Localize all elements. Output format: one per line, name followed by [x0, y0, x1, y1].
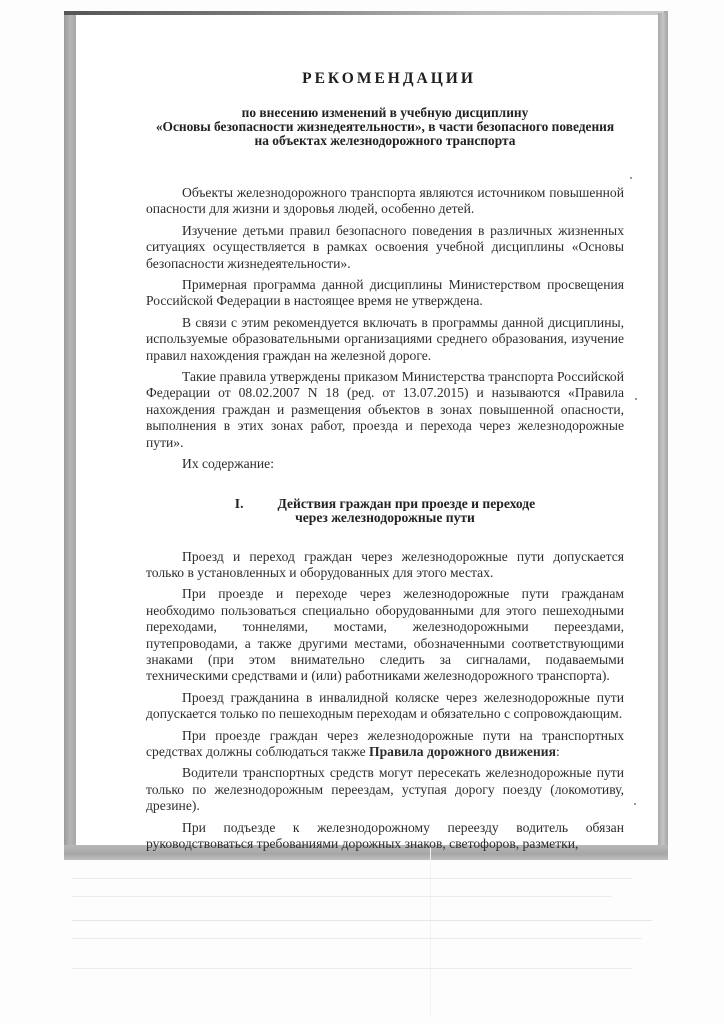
paragraph: Их содержание:	[182, 456, 274, 472]
traffic-rules-paragraph	[146, 728, 624, 761]
paragraph: Изучение детьми правил безопасного поведения в различных жизненных ситуациях осуществляется в рамках освоения учебной дисциплины «Основы безопасности жизнедеятельности».	[146, 222, 624, 271]
section-number: I.	[234, 495, 244, 511]
paragraph: При проезде и переходе через железнодорожные пути гражданам необходимо пользоваться специально оборудованными для этого пешеходными переходами, тоннелями, мостами, железнодорожными переездами, путепроводами, а также другими местами, обозначенными соответствующими знаками (при этом внимательно следить за сигналами, подаваемыми техническими средствами и (или) работниками железнодорожного транспорта).	[146, 586, 624, 684]
scan-speck	[634, 803, 636, 805]
section-heading-line: Действия граждан при проезде и переходе	[277, 495, 536, 511]
document-title: РЕКОМЕНДАЦИИ	[302, 70, 476, 87]
paragraph: Объекты железнодорожного транспорта являются источником повышенной опасности для жизни и здоровья людей, особенно детей.	[146, 185, 624, 217]
scan-speck	[635, 398, 637, 400]
document-content	[146, 70, 624, 857]
paragraph-text: При проезде граждан через железнодорожные пути на транспортных средствах должны соблюдаться также	[146, 727, 624, 759]
paragraph: Примерная программа данной дисциплины Министерством просвещения Российской Федерации в настоящее время не утверждена.	[146, 277, 624, 309]
paragraph: При подъезде к железнодорожному переезду водитель обязан руководствоваться требованиями дорожных знаков, светофоров, разметки,	[146, 819, 624, 851]
paragraph: В связи с этим рекомендуется включать в программы данной дисциплины, используемые образовательными организациями среднего образования, изучение правил нахождения граждан на железной дороге.	[146, 314, 624, 363]
section-body	[146, 549, 624, 853]
document-subtitle	[134, 106, 636, 148]
bleed-through-area	[62, 860, 672, 1010]
paragraph: Проезд и переход граждан через железнодорожные пути допускается только в установленных и оборудованных для этого местах.	[146, 548, 624, 580]
scan-border-right	[658, 13, 668, 860]
subtitle-line: на объектах железнодорожного транспорта	[254, 133, 516, 148]
section-heading-line: через железнодорожные пути	[295, 509, 475, 525]
paragraph: Проезд гражданина в инвалидной коляске через железнодорожные пути допускается только по пешеходным переходам и обязательно с сопровождающим.	[146, 689, 624, 722]
paragraph-text: :	[555, 743, 560, 759]
scan-speck	[630, 177, 632, 179]
subtitle-line: по внесению изменений в учебную дисциплину	[241, 105, 529, 120]
paragraph: Такие правила утверждены приказом Министерства транспорта Российской Федерации от 08.02.2007 N 18 (ред. от 13.07.2015) и называются «Правила нахождения граждан и размещения объектов в зонах повышенной опасности, выполнения в этих зонах работ, проезда и перехода через железнодорожные пути».	[146, 369, 624, 450]
intro-section	[146, 185, 624, 473]
subtitle-line: «Основы безопасности жизнедеятельности», в части безопасного поведения	[155, 119, 615, 134]
paragraph: Водители транспортных средств могут пересекать железнодорожные пути только по железнодорожным переездам, уступая дорогу поезду (локомотиву, дрезине).	[146, 765, 624, 814]
section-heading	[146, 497, 624, 525]
traffic-rules-emphasis: Правила дорожного движения	[369, 743, 556, 759]
